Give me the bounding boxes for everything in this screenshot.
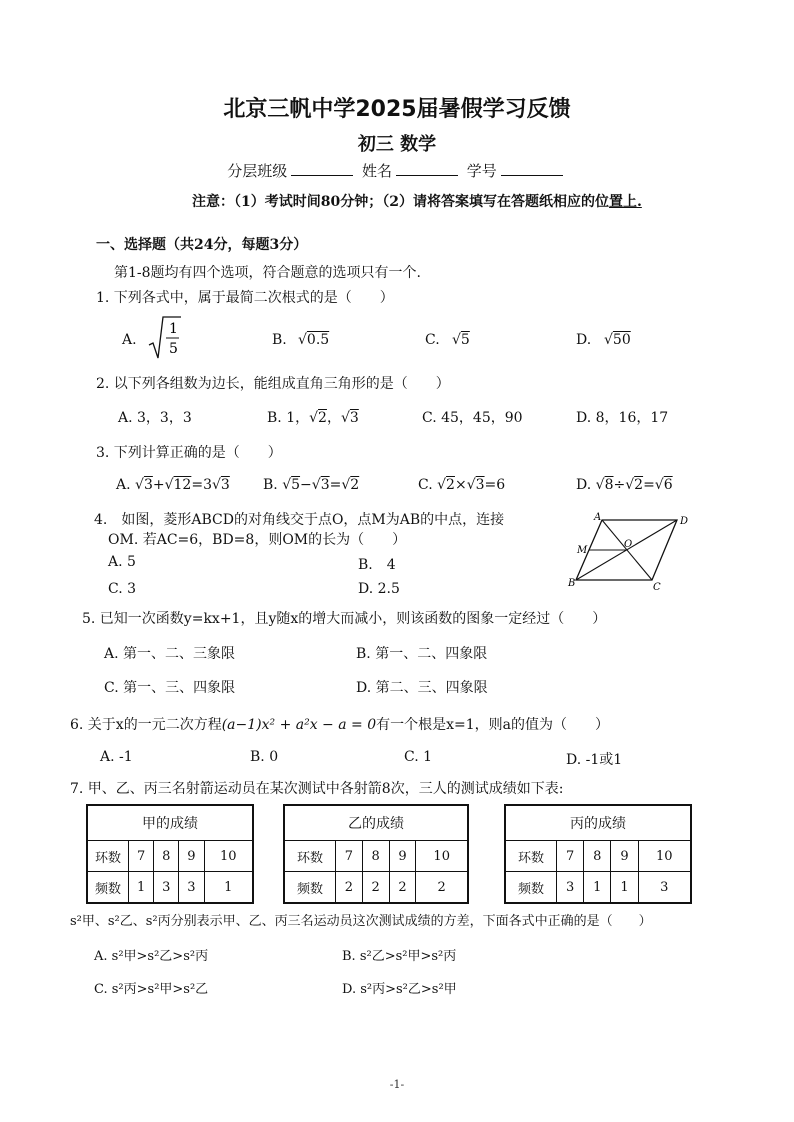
table-cell: 1: [129, 872, 154, 904]
q7-option-d: D. s²丙>s²乙>s²甲: [342, 982, 457, 997]
fig-label-o: O: [624, 539, 633, 550]
q7-option-b: B. s²乙>s²甲>s²丙: [342, 949, 457, 964]
table-cell: 3: [179, 872, 204, 904]
q1-option-a-radical: [147, 315, 183, 361]
q3-option-c: C. √2×√3=6: [418, 477, 506, 493]
q6-option-c: C. 1: [404, 749, 433, 765]
table-cell: 2: [389, 872, 416, 904]
table-cell: 10: [204, 841, 253, 872]
q7-option-c: C. s²丙>s²甲>s²乙: [94, 982, 209, 997]
fig-label-a: A: [594, 512, 602, 523]
section-title: 一、选择题（共24分，每题3分）: [96, 237, 308, 253]
row-label-freq: 频数: [505, 872, 557, 904]
table-cell: 1: [611, 872, 638, 904]
question-7-stem: 7. 甲、乙、丙三名射箭运动员在某次测试中各射箭8次，三人的测试成绩如下表:: [70, 781, 564, 797]
table-cell: 7: [336, 841, 363, 872]
q4-option-b: B. 4: [358, 557, 396, 573]
q1-option-b-expr: √0.5: [298, 332, 330, 348]
table-title: 乙的成绩: [284, 805, 468, 841]
table-cell: 8: [584, 841, 611, 872]
question-5-stem: 5. 已知一次函数y=kx+1，且y随x的增大而减小，则该函数的图象一定经过（ ）: [82, 611, 607, 627]
table-cell: 3: [154, 872, 179, 904]
table-title: 甲的成绩: [87, 805, 253, 841]
q2-option-b: B. 1，√2，√3: [267, 410, 359, 426]
name-blank: [396, 163, 458, 176]
q5-option-c: C. 第一、三、四象限: [104, 680, 236, 696]
question-1-stem: 1. 下列各式中，属于最简二次根式的是（ ）: [96, 290, 394, 306]
row-label-rings: 环数: [284, 841, 336, 872]
q1-option-c-expr: √5: [452, 332, 470, 348]
question-4-line-2: OM. 若AC=6，BD=8，则OM的长为（ ）: [108, 532, 407, 548]
score-table-jia: [86, 804, 254, 904]
fig-label-b: B: [568, 578, 576, 589]
table-cell: 9: [389, 841, 416, 872]
exam-subtitle: 初三 数学: [357, 134, 437, 155]
q4-option-d: D. 2.5: [358, 581, 400, 597]
q2-option-c: C. 45，45，90: [422, 410, 523, 426]
q1-option-c-label: C.: [425, 332, 440, 348]
exam-notice: 注意：（1）考试时间80分钟；（2）请将答案填写在答题纸相应的位置上.: [192, 194, 642, 210]
q5-option-b: B. 第一、二、四象限: [356, 646, 488, 662]
table-cell: 1: [584, 872, 611, 904]
id-label: 学号: [466, 162, 497, 180]
table-cell: 10: [638, 841, 691, 872]
q1-option-b-label: B.: [272, 332, 287, 348]
q1-option-d-label: D.: [576, 332, 592, 348]
q6-option-b: B. 0: [250, 749, 279, 765]
question-7-after: s²甲、s²乙、s²丙分别表示甲、乙、丙三名运动员这次测试成绩的方差，下面各式中正确的是（ ）: [70, 914, 652, 929]
table-cell: 10: [416, 841, 468, 872]
table-cell: 2: [362, 872, 389, 904]
q1-a-numerator: 1: [169, 321, 178, 337]
q6-equation: (a−1)x² + a²x − a = 0: [221, 717, 377, 733]
section-intro: 第1-8题均有四个选项，符合题意的选项只有一个.: [114, 265, 421, 281]
q2-option-a: A. 3，3，3: [118, 410, 192, 426]
q2-option-d: D. 8，16，17: [576, 410, 669, 426]
table-cell: 8: [154, 841, 179, 872]
table-cell: 9: [611, 841, 638, 872]
q4-option-a: A. 5: [108, 554, 136, 570]
class-label: 分层班级: [227, 162, 288, 180]
q6-option-d: D. -1或1: [566, 752, 623, 768]
q3-option-b: B. √5−√3=√2: [263, 477, 360, 493]
q7-option-a: A. s²甲>s²乙>s²丙: [94, 949, 209, 964]
q1-option-d-expr: √50: [604, 332, 631, 348]
rhombus-figure: [562, 510, 692, 592]
q5-option-d: D. 第二、三、四象限: [356, 680, 488, 696]
class-blank: [291, 163, 353, 176]
fig-label-c: C: [653, 582, 661, 592]
table-cell: 7: [129, 841, 154, 872]
fig-label-m: M: [577, 545, 588, 556]
q6-option-a: A. -1: [100, 749, 133, 765]
fig-label-d: D: [680, 516, 689, 527]
row-label-freq: 频数: [284, 872, 336, 904]
row-label-rings: 环数: [505, 841, 557, 872]
q3-option-a: A. √3+√12=3√3: [116, 477, 230, 493]
row-label-freq: 频数: [87, 872, 129, 904]
exam-title: 北京三帆中学2025届暑假学习反馈: [223, 97, 571, 122]
page-number: -1-: [389, 1078, 405, 1091]
question-4-line-1: 4. 如图，菱形ABCD的对角线交于点O，点M为AB的中点，连接: [94, 512, 505, 528]
table-cell: 3: [638, 872, 691, 904]
table-cell: 9: [179, 841, 204, 872]
id-blank: [501, 163, 563, 176]
q4-option-c: C. 3: [108, 581, 137, 597]
q1-option-a-label: A.: [122, 332, 137, 348]
table-cell: 2: [416, 872, 468, 904]
q3-option-d: D. √8÷√2=√6: [576, 477, 673, 493]
table-cell: 3: [557, 872, 584, 904]
score-table-yi: [283, 804, 469, 904]
table-cell: 7: [557, 841, 584, 872]
table-cell: 8: [362, 841, 389, 872]
question-3-stem: 3. 下列计算正确的是（ ）: [96, 445, 282, 461]
q5-option-a: A. 第一、二、三象限: [104, 646, 236, 662]
question-6-stem: 6. 关于x的一元二次方程(a−1)x² + a²x − a = 0有一个根是x=1，则a的值为（ ）: [70, 717, 610, 733]
table-cell: 2: [336, 872, 363, 904]
score-table-bing: [504, 804, 692, 904]
question-2-stem: 2. 以下列各组数为边长，能组成直角三角形的是（ ）: [96, 376, 450, 392]
name-label: 姓名: [361, 162, 392, 180]
q1-a-denominator: 5: [169, 341, 178, 357]
table-title: 丙的成绩: [505, 805, 691, 841]
student-info-line: [0, 160, 794, 181]
row-label-rings: 环数: [87, 841, 129, 872]
table-cell: 1: [204, 872, 253, 904]
